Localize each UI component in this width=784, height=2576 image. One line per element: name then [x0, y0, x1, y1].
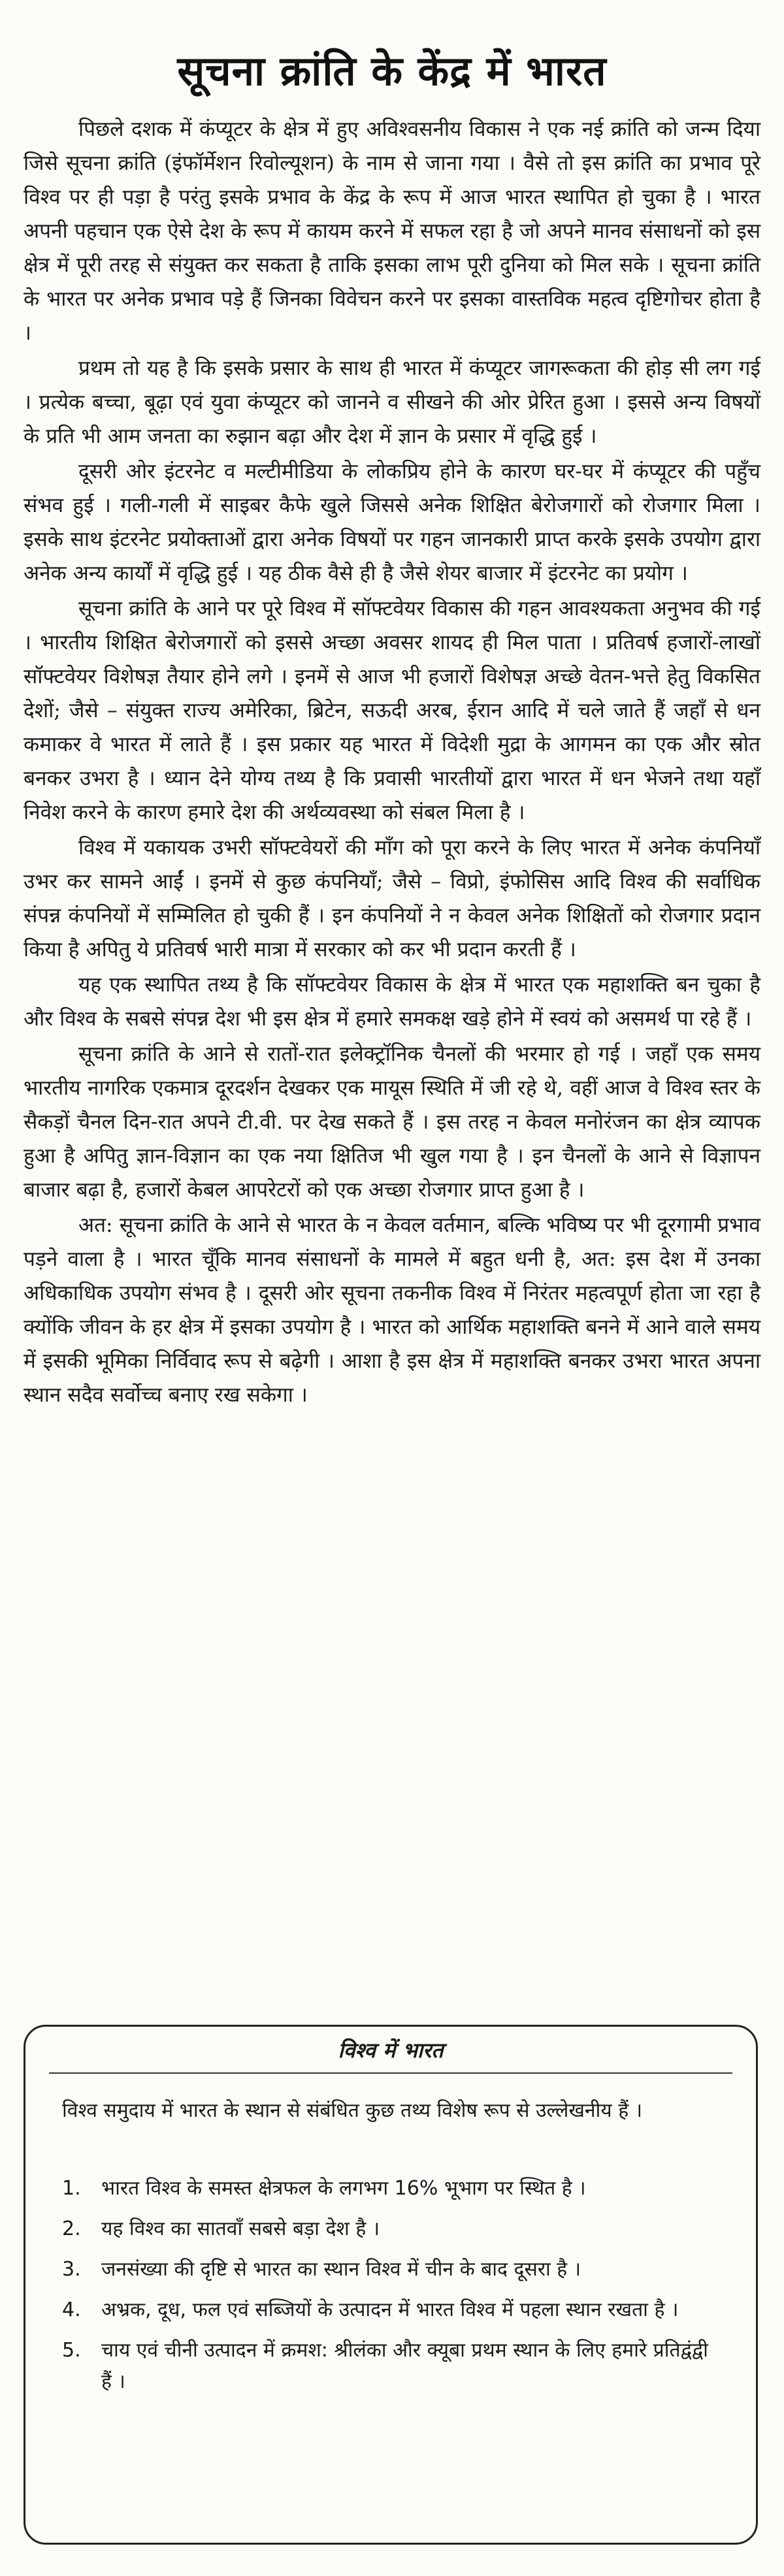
list-item-number: 5.: [62, 2339, 81, 2362]
facts-box-divider: [49, 2072, 732, 2074]
page-title: सूचना क्रांति के केंद्र में भारत: [177, 46, 607, 95]
paragraph-7: सूचना क्रांति के आने से रातों-रात इलेक्ट्रॉनिक चैनलों की भरमार हो गई । जहाँ एक समय भारतीय नागरिक एकमात्र दूरदर्शन देखकर एक मायूस स्थिति में जी रहे थे, वहीं आज वे विश्व स्तर के सैकड़ों चैनल दिन-रात अपने टी.वी. पर देख सकते हैं । इस तरह न केवल मनोरंजन का क्षेत्र व्यापक हुआ है अपितु ज्ञान-विज्ञान का एक नया क्षितिज भी खुल गया है । इन चैनलों के आने से विज्ञापन बाजार बढ़ा है, हजारों केबल आपरेटरों को एक अच्छा रोजगार प्राप्त हुआ है ।: [24, 1042, 760, 1202]
list-item: [62, 2254, 719, 2285]
list-item-text: अभ्रक, दूध, फल एवं सब्जियों के उत्पादन में भारत विश्व में पहला स्थान रखता है ।: [101, 2298, 679, 2321]
paragraph-3: दूसरी ओर इंटरनेट व मल्टीमीडिया के लोकप्रिय होने के कारण घर-घर में कंप्यूटर की पहुँच संभव हुई । गली-गली में साइबर कैफे खुले जिससे अनेक शिक्षित बेरोजगारों को रोजगार मिला । इसके साथ इंटरनेट प्रयोक्ताओं द्वारा अनेक विषयों पर गहन जानकारी प्राप्त करके इसके उपयोग द्वारा अनेक अन्य कार्यों में वृद्धि हुई । यह ठीक वैसे ही है जैसे शेयर बाजार में इंटरनेट का प्रयोग ।: [24, 460, 760, 585]
list-item-number: 1.: [62, 2177, 81, 2200]
list-item-number: 4.: [62, 2298, 81, 2321]
facts-list: [62, 2173, 719, 2407]
list-item-text: जनसंख्या की दृष्टि से भारत का स्थान विश्व में चीन के बाद दूसरा है ।: [101, 2258, 581, 2281]
paragraph-2: प्रथम तो यह है कि इसके प्रसार के साथ ही भारत में कंप्यूटर जागरूकता की होड़ सी लग गई । प्रत्येक बच्चा, बूढ़ा एवं युवा कंप्यूटर को जानने व सीखने की ओर प्रेरित हुआ । इससे अन्य विषयों के प्रति भी आम जनता का रुझान बढ़ा और देश में ज्ञान के प्रसार में वृद्धि हुई ।: [24, 357, 760, 448]
paragraph-6: यह एक स्थापित तथ्य है कि सॉफ्टवेयर विकास के क्षेत्र में भारत एक महाशक्ति बन चुका है और विश्व के सबसे संपन्न देश भी इस क्षेत्र में हमारे समकक्ष खड़े होने में स्वयं को असमर्थ पा रहे हैं ।: [24, 973, 760, 1031]
list-item-text: भारत विश्व के समस्त क्षेत्रफल के लगभग 16% भूभाग पर स्थित है ।: [101, 2177, 586, 2200]
paragraph-1: पिछले दशक में कंप्यूटर के क्षेत्र में हुए अविश्वसनीय विकास ने एक नई क्रांति को जन्म दिया जिसे सूचना क्रांति (इंफॉर्मेशन रिवोल्यूशन) के नाम से जाना गया । वैसे तो इस क्रांति का प्रभाव पूरे विश्व पर ही पड़ा है परंतु इसके प्रभाव के केंद्र के रूप में आज भारत स्थापित हो चुका है । भारत अपनी पहचान एक ऐसे देश के रूप में कायम करने में सफल रहा है जो अपने मानव संसाधनों को इस क्षेत्र में पूरी तरह से संयुक्त कर सकता है ताकि इसका लाभ पूरी दुनिया को मिल सके । सूचना क्रांति के भारत पर अनेक प्रभाव पड़े हैं जिनका विवेचन करने पर इसका वास्तविक महत्व दृष्टिगोचर होता है ।: [24, 118, 760, 345]
list-item-number: 3.: [62, 2258, 81, 2281]
paragraph-4: सूचना क्रांति के आने पर पूरे विश्व में सॉफ्टवेयर विकास की गहन आवश्यकता अनुभव की गई । भारतीय शिक्षित बेरोजगारों को इससे अच्छा अवसर शायद ही मिल पाता । प्रतिवर्ष हजारों-लाखों सॉफ्टवेयर विशेषज्ञ तैयार होने लगे । इनमें से आज भी हजारों विशेषज्ञ अच्छे वेतन-भत्ते हेतु विकसित देशों; जैसे – संयुक्त राज्य अमेरिका, ब्रिटेन, सऊदी अरब, ईरान आदि में चले जाते हैं जहाँ से धन कमाकर वे भारत में लाते हैं । इस प्रकार यह भारत में विदेशी मुद्रा के आगमन का एक और स्रोत बनकर उभरा है । ध्यान देने योग्य तथ्य है कि प्रवासी भारतीयों द्वारा भारत में धन भेजने तथा यहाँ निवेश करने के कारण हमारे देश की अर्थव्यवस्था को संबल मिला है ।: [24, 597, 760, 824]
facts-box: [24, 2025, 758, 2545]
list-item: [62, 2173, 719, 2204]
essay-body: [24, 112, 760, 1413]
list-item: [62, 2214, 719, 2245]
list-item: [62, 2294, 719, 2326]
facts-box-intro: विश्व समुदाय में भारत के स्थान से संबंधित कुछ तथ्य विशेष रूप से उल्लेखनीय हैं ।: [62, 2099, 643, 2122]
list-item: [62, 2335, 719, 2398]
paragraph-8: अत: सूचना क्रांति के आने से भारत के न केवल वर्तमान, बल्कि भविष्य पर भी दूरगामी प्रभाव पड़ने वाला है । भारत चूँकि मानव संसाधनों के मामले में बहुत धनी है, अत: इस देश में उनका अधिकाधिक उपयोग संभव है । दूसरी ओर सूचना तकनीक विश्व में निरंतर महत्वपूर्ण होता जा रहा है क्योंकि जीवन के हर क्षेत्र में इसका उपयोग है । भारत को आर्थिक महाशक्ति बनने में आने वाले समय में इसकी भूमिका निर्विवाद रूप से बढ़ेगी । आशा है इस क्षेत्र में महाशक्ति बनकर उभरा भारत अपना स्थान सदैव सर्वोच्च बनाए रख सकेगा ।: [24, 1214, 760, 1407]
list-item-number: 2.: [62, 2217, 81, 2240]
facts-box-header: [25, 2027, 756, 2069]
facts-box-title: विश्व में भारत: [338, 2038, 444, 2063]
list-item-text: यह विश्व का सातवाँ सबसे बड़ा देश है ।: [101, 2217, 380, 2240]
list-item-text: चाय एवं चीनी उत्पादन में क्रमश: श्रीलंका और क्यूबा प्रथम स्थान के लिए हमारे प्रतिद्वंद्वी हैं ।: [101, 2339, 708, 2393]
paragraph-5: विश्व में यकायक उभरी सॉफ्टवेयरों की माँग को पूरा करने के लिए भारत में अनेक कंपनियाँ उभर कर सामने आईं । इनमें से कुछ कंपनियाँ; जैसे – विप्रो, इंफोसिस आदि विश्व की सर्वाधिक संपन्न कंपनियों में सम्मिलित हो चुकी हैं । इन कंपनियों ने न केवल अनेक शिक्षितों को रोजगार प्रदान किया है अपितु ये प्रतिवर्ष भारी मात्रा में सरकार को कर भी प्रदान करती हैं ।: [24, 836, 760, 961]
